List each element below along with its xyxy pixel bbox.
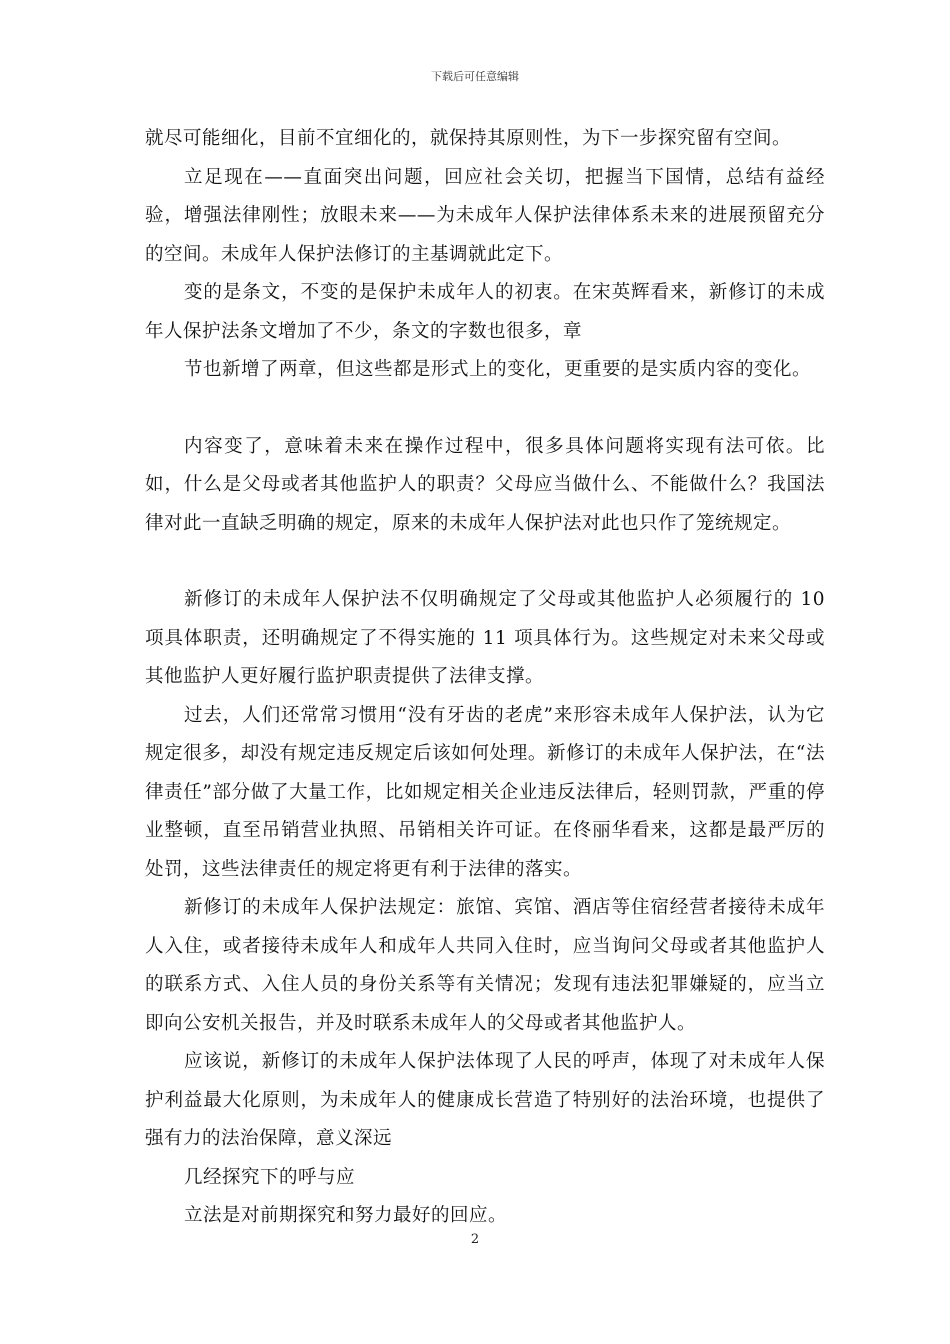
paragraph-3: 变的是条文，不变的是保护未成年人的初衷。在宋英辉看来，新修订的未成年人保护法条文增加了不少，条文的字数也很多，章 — [145, 282, 825, 342]
paragraph-2: 立足现在——直面突出问题，回应社会关切，把握当下国情，总结有益经验，增强法律刚性；放眼未来——为未成年人保护法律体系未来的进展预留充分的空间。未成年人保护法修订的主基调就此定下。 — [145, 166, 825, 265]
paragraph-1: 就尽可能细化，目前不宜细化的，就保持其原则性，为下一步探究留有空间。 — [145, 128, 792, 149]
paragraph-9: 应该说，新修订的未成年人保护法体现了人民的呼声，体现了对未成年人保护利益最大化原则，为未成年人的健康成长营造了特别好的法治环境，也提供了强有力的法治保障，意义深远 — [145, 1051, 825, 1149]
section-heading: 几经探究下的呼与应 — [184, 1166, 356, 1188]
paragraph-6: 新修订的未成年人保护法不仅明确规定了父母或其他监护人必须履行的 10 项具体职责，还明确规定了不得实施的 11 项具体行为。这些规定对未来父母或其他监护人更好履行监护职责提供了法律支撑。 — [145, 589, 825, 687]
page-header: 下载后可任意编辑 — [431, 70, 519, 83]
paragraph-7: 过去，人们还常常习惯用“没有牙齿的老虎”来形容未成年人保护法，认为它规定很多，却没有规定违反规定后该如何处理。新修订的未成年人保护法，在“法律责任”部分做了大量工作，比如规定相关企业违反法律后，轻则罚款，严重的停业整顿，直至吊销营业执照、吊销相关许可证。在佟丽华看来，这都是最严厉的处罚，这些法律责任的规定将更有利于法律的落实。 — [145, 704, 825, 880]
document-body — [145, 120, 825, 1236]
paragraph-5: 内容变了，意味着未来在操作过程中，很多具体问题将实现有法可依。比如，什么是父母或者其他监护人的职责？父母应当做什么、不能做什么？我国法律对此一直缺乏明确的规定，原来的未成年人保护法对此也只作了笼统规定。 — [145, 435, 825, 534]
paragraph-4: 节也新增了两章，但这些都是形式上的变化，更重要的是实质内容的变化。 — [184, 359, 812, 380]
paragraph-8: 新修订的未成年人保护法规定：旅馆、宾馆、酒店等住宿经营者接待未成年人入住，或者接待未成年人和成年人共同入住时，应当询问父母或者其他监护人的联系方式、入住人员的身份关系等有关情况；发现有违法犯罪嫌疑的，应当立即向公安机关报告，并及时联系未成年人的父母或者其他监护人。 — [145, 897, 825, 1034]
page-number: 2 — [470, 1232, 480, 1247]
paragraph-10: 立法是对前期探究和努力最好的回应。 — [184, 1205, 508, 1226]
